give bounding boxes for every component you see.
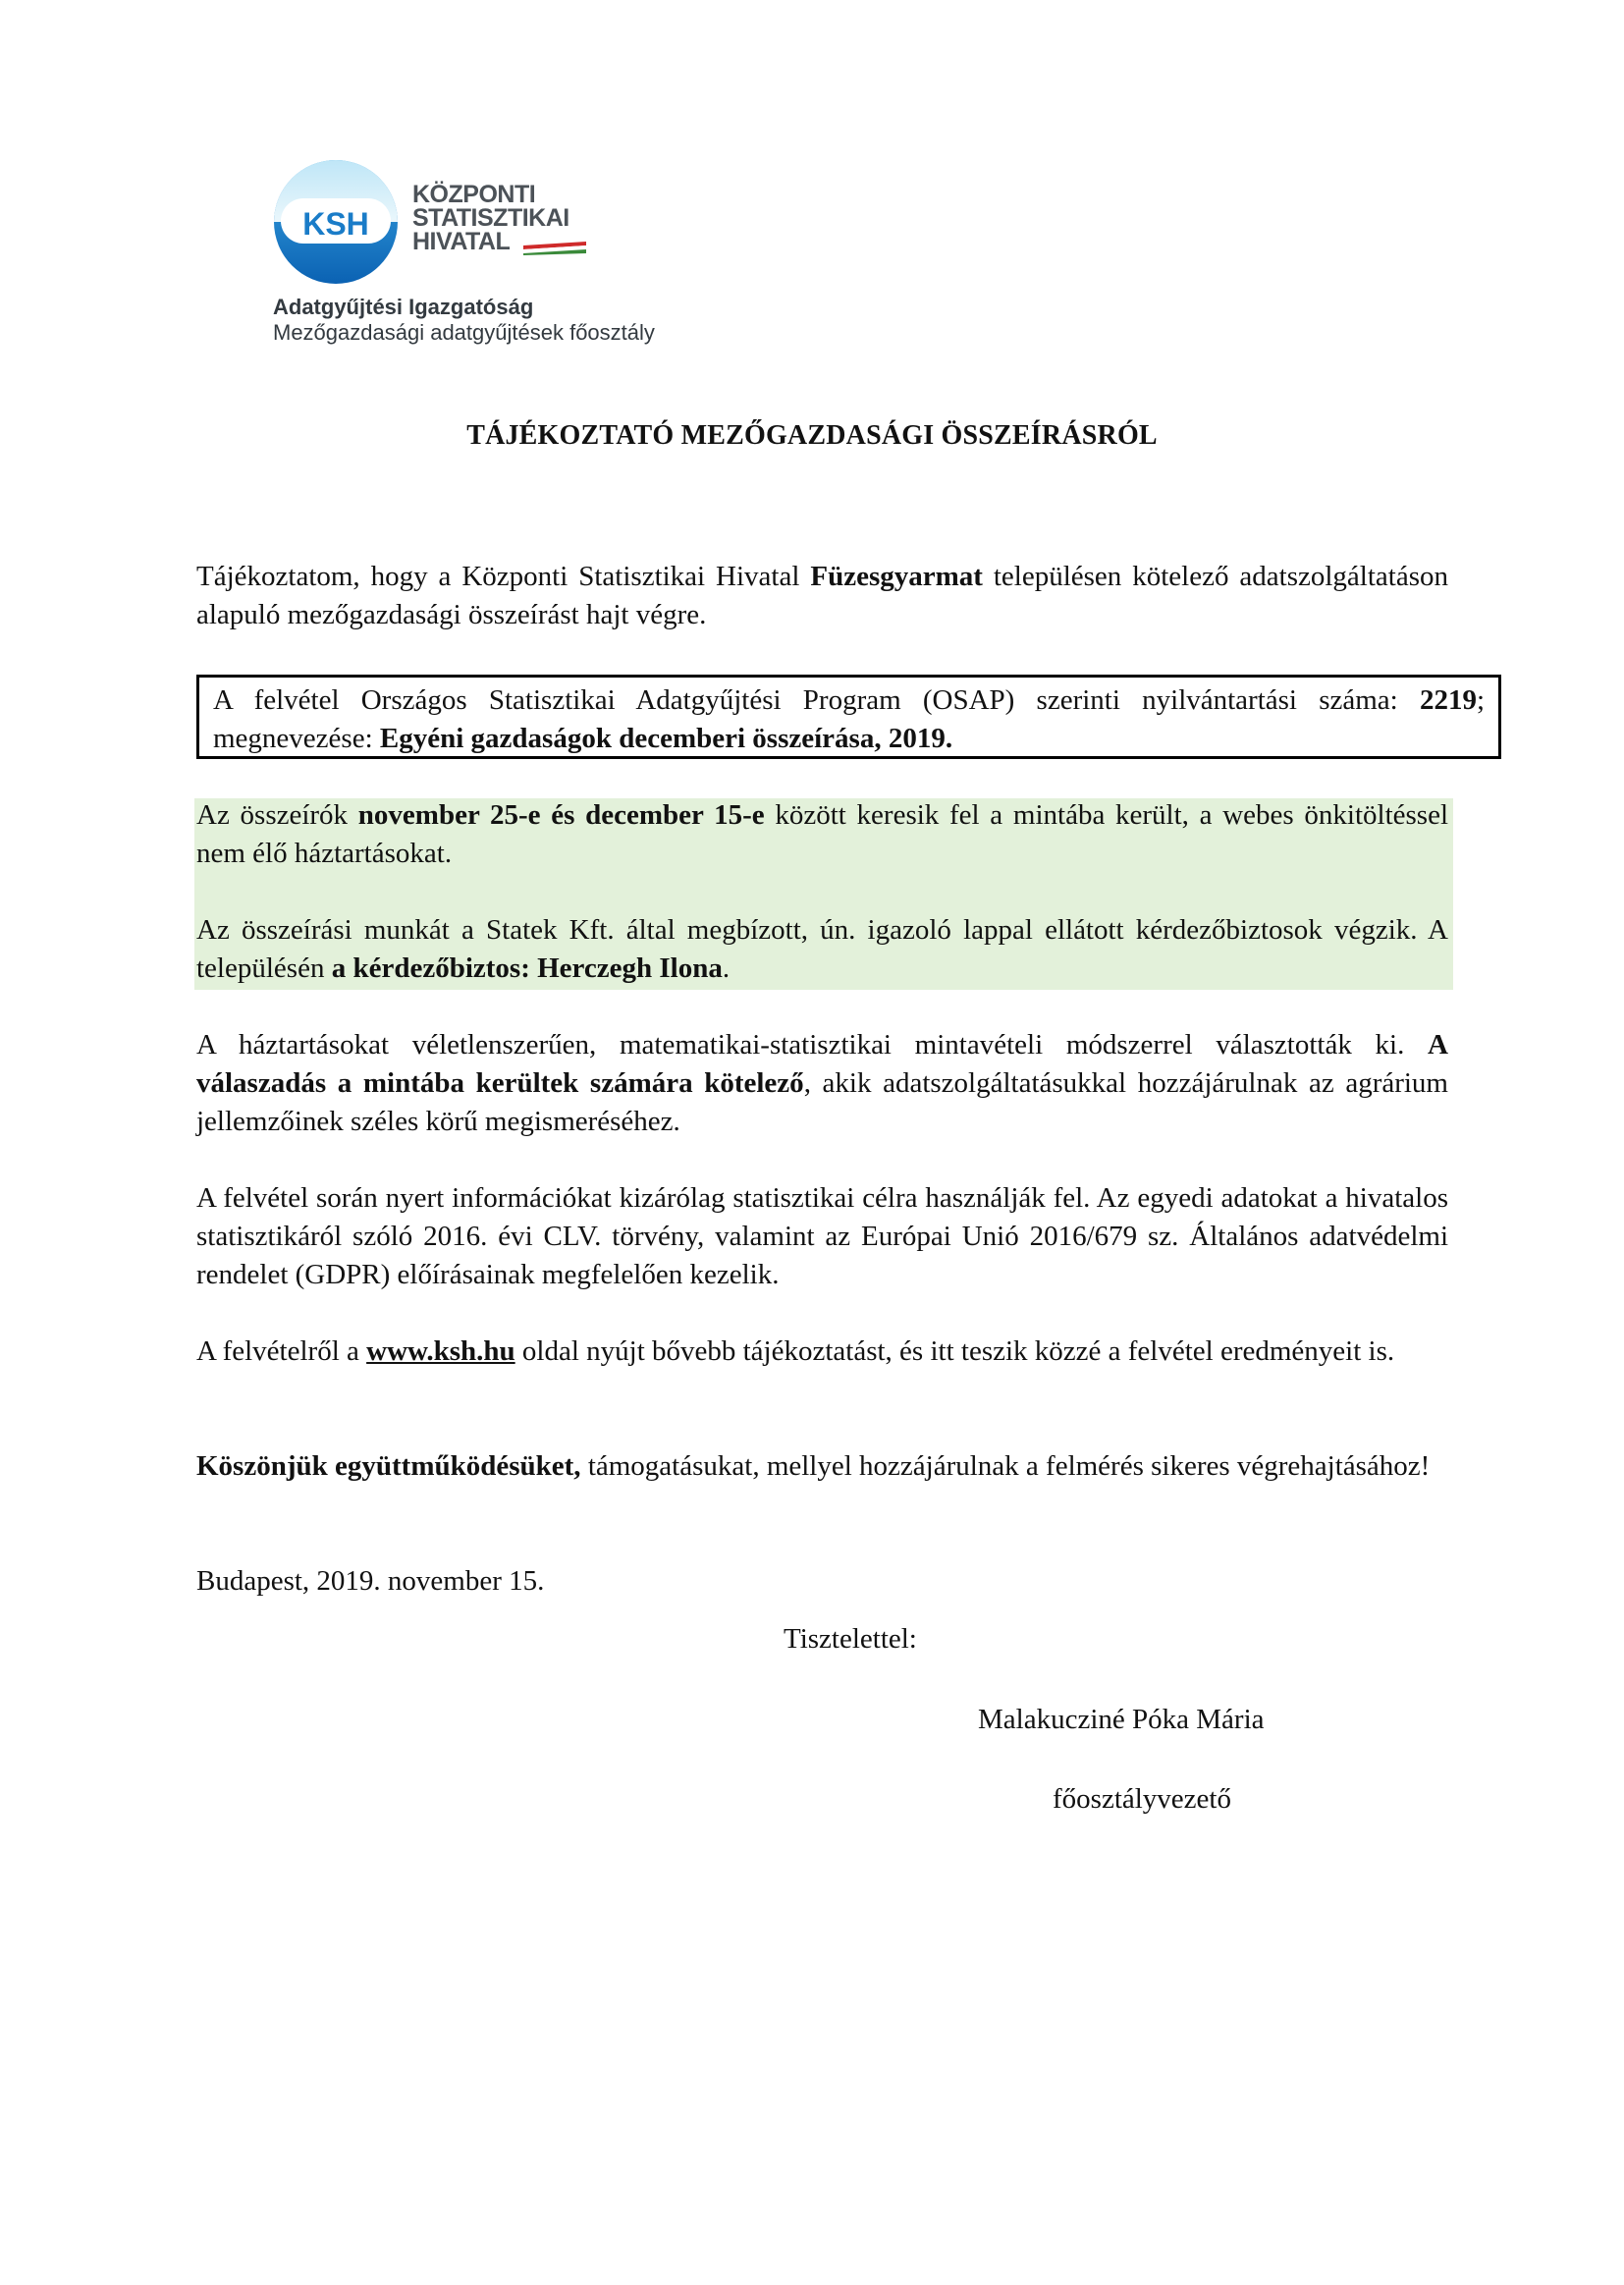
website-text-1: A felvételről a <box>196 1335 367 1367</box>
svg-text:KSH: KSH <box>302 206 369 242</box>
osap-survey-name: Egyéni gazdaságok decemberi összeírása, 2019. <box>379 723 953 754</box>
intro-text-2: településen kötelező adatszolgáltatáson alapuló mezőgazdasági összeírást hajt végre. <box>196 561 1448 630</box>
osap-text-1: A felvétel Országos Statisztikai Adatgyűjtési Program (OSAP) szerinti nyilvántartási száma: <box>213 684 1420 716</box>
logo-name-line-2: STATISZTIKAI <box>412 204 569 232</box>
flag-stripes-icon <box>523 242 586 255</box>
privacy-paragraph: A felvétel során nyert információkat kizárólag statisztikai célra használják fel. Az egyedi adatokat a hivatalos statisztikáról szóló 2016. évi CLV. törvény, valamint az Európai Unió 2016/679 sz. Általános adatvédelmi rendelet (GDPR) előírásainak megfelelően kezelik. <box>196 1182 1448 1290</box>
interviewer-paragraph <box>196 911 1448 988</box>
thanks-paragraph <box>196 1447 1448 1486</box>
osap-info-box <box>196 675 1501 759</box>
intro-text-1: Tájékoztatom, hogy a Központi Statisztikai Hivatal <box>196 561 811 592</box>
intro-paragraph <box>196 558 1448 634</box>
interviewer-text-1: Az összeírási munkát a Statek Kft. által megbízott, ún. igazoló lappal ellátott kérdezőbiztosok végzik. A településén <box>196 914 1448 984</box>
logo-name-line-1: KÖZPONTI <box>412 181 536 208</box>
department-name: Adatgyűjtési Igazgatóság <box>273 295 534 319</box>
sub-department-name: Mezőgazdasági adatgyűjtések főosztály <box>273 320 655 345</box>
mandatory-notice: A válaszadás a mintába kerültek számára kötelező <box>196 1029 1448 1099</box>
ksh-logo-emblem <box>273 159 399 285</box>
osap-number: 2219 <box>1419 684 1477 716</box>
sampling-text-2: , akik adatszolgáltatásukkal hozzájárulnak az agrárium jellemzőinek széles körű megismeréséhez. <box>196 1067 1448 1137</box>
greeting: Tisztelettel: <box>784 1623 917 1655</box>
signatory-position: főosztályvezető <box>1053 1783 1231 1815</box>
website-text-2: oldal nyújt bővebb tájékoztatást, és itt teszik közzé a felvétel eredményeit is. <box>514 1335 1395 1367</box>
interviewer-text-2: . <box>722 952 731 984</box>
thanks-text: támogatásukat, mellyel hozzájárulnak a felmérés sikeres végrehajtásához! <box>580 1450 1431 1482</box>
settlement-name: Füzesgyarmat <box>810 561 983 592</box>
survey-dates: november 25-e és december 15-e <box>357 799 765 831</box>
document-title: TÁJÉKOZTATÓ MEZŐGAZDASÁGI ÖSSZEÍRÁSRÓL <box>466 420 1158 451</box>
sampling-text-1: A háztartásokat véletlenszerűen, matematikai-statisztikai mintavételi módszerrel választották ki. <box>196 1029 1429 1061</box>
ksh-logo <box>273 159 705 346</box>
logo-name-line-3: HIVATAL <box>412 228 511 255</box>
period-text-1: Az összeírók <box>196 799 358 831</box>
osap-text-2: ; megnevezése: <box>213 684 1485 754</box>
period-paragraph <box>196 796 1448 873</box>
interviewer-name: a kérdezőbiztos: Herczegh Ilona <box>331 952 723 984</box>
signatory-name: Malakucziné Póka Mária <box>978 1704 1265 1735</box>
website-paragraph <box>196 1333 1448 1371</box>
thanks-bold: Köszönjük együttműködésüket, <box>196 1450 581 1482</box>
sampling-paragraph <box>196 1026 1448 1141</box>
date-line: Budapest, 2019. november 15. <box>196 1565 545 1597</box>
period-text-2: között keresik fel a mintába került, a webes önkitöltéssel nem élő háztartásokat. <box>196 799 1449 869</box>
ksh-website-link[interactable]: www.ksh.hu <box>366 1335 515 1367</box>
